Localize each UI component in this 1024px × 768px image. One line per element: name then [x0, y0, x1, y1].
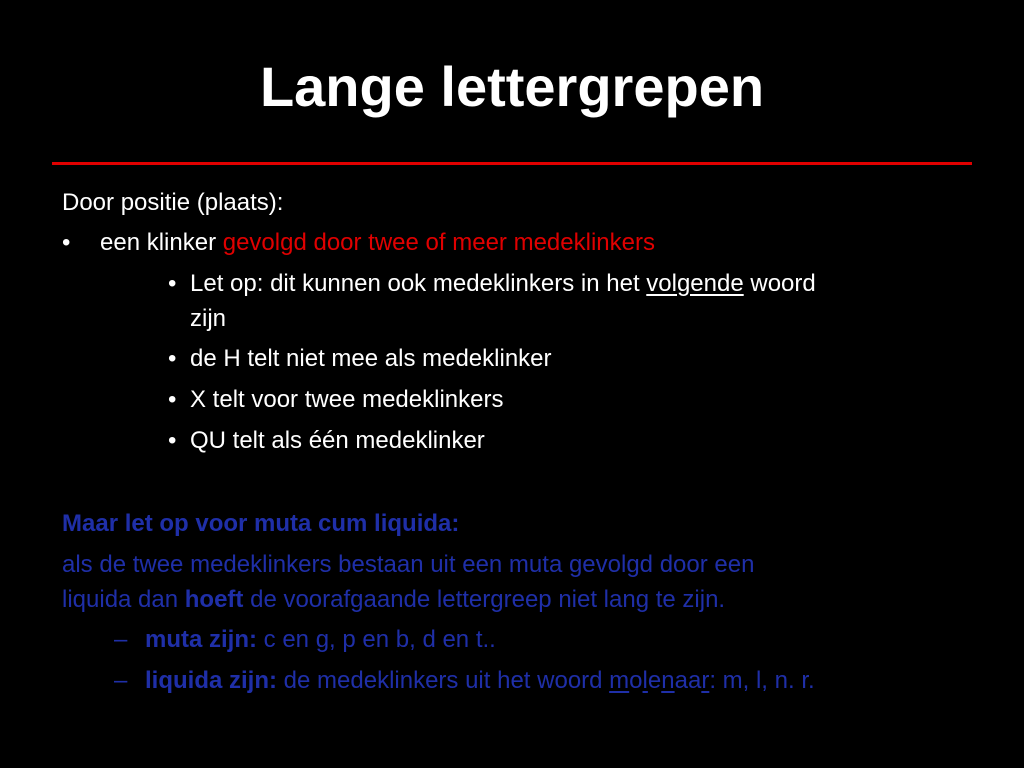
bullet-item-1-highlight: gevolgd door twee of meer medeklinkers: [222, 229, 655, 256]
muta-heading: Maar let op voor muta cum liquida:: [62, 510, 460, 537]
sub-bullet-marker: •: [168, 386, 177, 413]
bullet-item-1-text: [100, 228, 655, 258]
liquida-pre: de medeklinkers uit het woord: [277, 667, 610, 694]
sub-item-1-pre: Let op: dit kunnen ook medeklinkers in het: [190, 270, 647, 297]
liquida-post: : m, l, n. r.: [709, 667, 815, 694]
sub-bullet-marker: •: [168, 427, 177, 454]
muta-paragraph-line-1: als de twee medeklinkers bestaan uit een muta gevolgd door een: [62, 551, 755, 578]
muta-dash-item-1-text: [145, 625, 496, 655]
sub-bullet-marker: •: [168, 270, 177, 297]
sub-item-1-continuation: zijn: [190, 305, 227, 332]
molenaar-letter: n: [661, 667, 675, 694]
sub-item-1-text: [190, 269, 816, 299]
slide-title: Lange lettergrepen: [259, 55, 765, 118]
bullet-item-1-prefix: een klinker: [100, 229, 223, 256]
dash-marker: –: [114, 667, 128, 694]
molenaar-letter: m: [609, 667, 630, 694]
sub-item-2-text: de H telt niet mee als medeklinker: [190, 345, 552, 372]
sub-bullet-marker: •: [168, 345, 177, 372]
muta-label: muta zijn:: [145, 626, 257, 653]
sub-item-4-text: QU telt als één medeklinker: [190, 427, 485, 454]
molenaar-letter: e: [647, 667, 662, 694]
muta-paragraph-pre: liquida dan: [62, 586, 185, 613]
muta-paragraph-post: de voorafgaande lettergreep niet lang te zijn.: [243, 586, 726, 613]
liquida-label: liquida zijn:: [145, 667, 277, 694]
bullet-marker: •: [62, 229, 71, 256]
muta-paragraph-line-2: [62, 585, 725, 615]
muta-paragraph-bold: hoeft: [184, 586, 244, 613]
molenaar-letter: a: [674, 667, 688, 694]
sub-item-1-post: woord: [743, 270, 816, 297]
muta-dash-item-2-text: [145, 666, 815, 696]
title-divider: [52, 162, 972, 165]
sub-item-3-text: X telt voor twee medeklinkers: [190, 386, 504, 413]
molenaar-letter: r: [701, 667, 710, 694]
molenaar-letter: a: [687, 667, 702, 694]
section-heading: Door positie (plaats):: [62, 189, 284, 216]
dash-marker: –: [114, 626, 128, 653]
molenaar-letter: o: [629, 667, 643, 694]
sub-item-1-underlined: volgende: [646, 270, 744, 297]
molenaar-letter: l: [642, 667, 648, 694]
muta-values: c en g, p en b, d en t..: [257, 626, 496, 653]
